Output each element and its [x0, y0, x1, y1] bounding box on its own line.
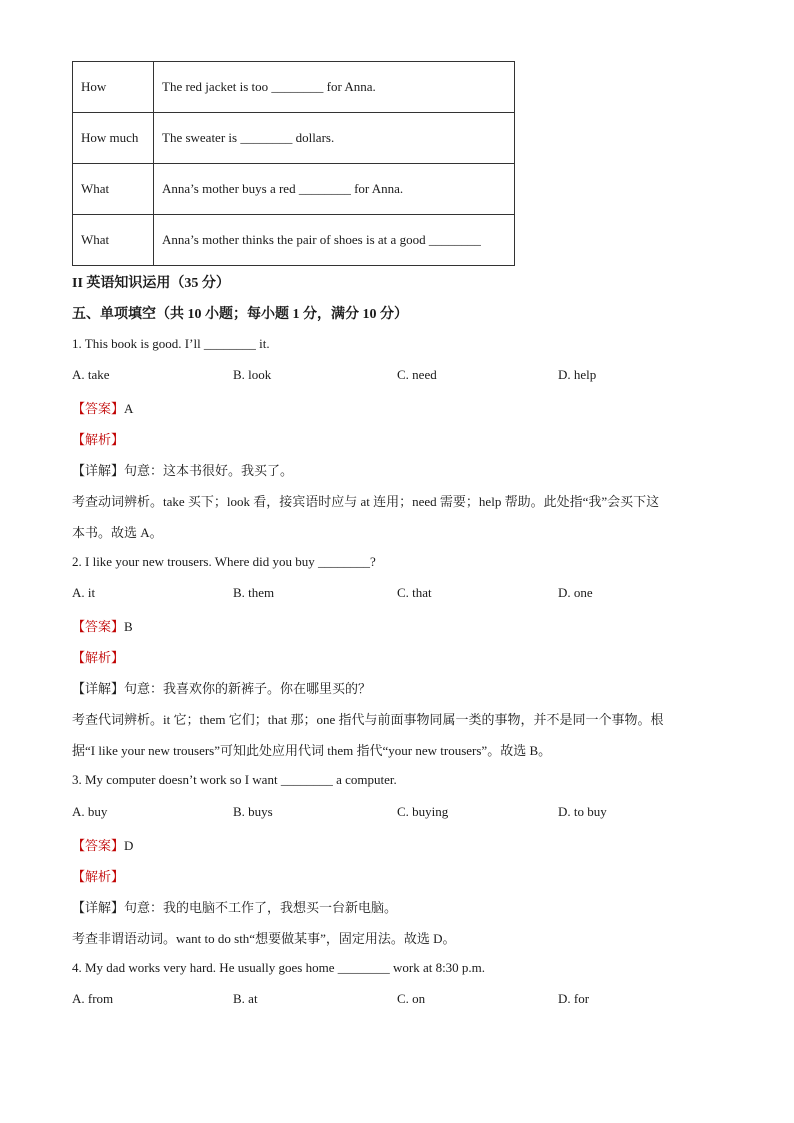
question-4-stem: 4. My dad works very hard. He usually goes home ________ work at 8:30 p.m.: [72, 960, 486, 975]
answer-value: B: [124, 619, 133, 634]
question-3-option-b: B. buys: [233, 804, 273, 819]
question-1-option-c: C. need: [397, 367, 437, 382]
detail-text: 句意：我喜欢你的新裤子。你在哪里买的？: [124, 681, 372, 696]
answer-line: [72, 616, 133, 635]
detail-line: [72, 678, 371, 697]
question-word-table: [72, 61, 515, 266]
section-title: 五、单项填空（共 10 小题；每小题 1 分，满分 10 分）: [72, 307, 408, 322]
answer-line: [72, 835, 133, 854]
analysis-label: 【解析】: [72, 432, 125, 447]
detail-line: [72, 460, 293, 479]
question-2-option-c: C. that: [397, 585, 432, 600]
detail-text: 句意：这本书很好。我买了。: [124, 463, 294, 478]
question-2-stem: 2. I like your new trousers. Where did you buy ________?: [72, 554, 376, 569]
question-1-option-a: A. take: [72, 367, 110, 382]
answer-label: 【答案】: [72, 401, 125, 416]
detail-label: 【详解】: [72, 900, 125, 915]
table-cell-word: What: [73, 215, 154, 266]
question-2-option-a: A. it: [72, 585, 96, 600]
question-1-stem: 1. This book is good. I’ll ________ it.: [72, 336, 270, 351]
answer-value: A: [124, 401, 134, 416]
table-row: [73, 164, 515, 215]
analysis-label: 【解析】: [72, 650, 125, 665]
table-cell-sentence: The red jacket is too ________ for Anna.: [154, 62, 515, 113]
answer-value: D: [124, 838, 134, 853]
table-cell-sentence: Anna’s mother thinks the pair of shoes is at a good ________: [154, 215, 515, 266]
table-row: [73, 215, 515, 266]
question-3-stem: 3. My computer doesn’t work so I want ________ a computer.: [72, 772, 397, 787]
question-4-option-b: B. at: [233, 991, 258, 1006]
table-cell-word: What: [73, 164, 154, 215]
explanation-text: 考查动词辨析。take 买下；look 看，接宾语时应与 at 连用；need 需要；help 帮助。此处指“我”会买下这: [72, 494, 660, 509]
table-row: [73, 62, 515, 113]
table-cell-word: How much: [73, 113, 154, 164]
question-3-option-a: A. buy: [72, 804, 108, 819]
question-4-option-c: C. on: [397, 991, 426, 1006]
explanation-text: 考查非谓语动词。want to do sth“想要做某事”，固定用法。故选 D。: [72, 931, 456, 946]
question-1-option-b: B. look: [233, 367, 272, 382]
detail-text: 句意：我的电脑不工作了，我想买一台新电脑。: [124, 900, 398, 915]
detail-label: 【详解】: [72, 681, 125, 696]
question-2-option-b: B. them: [233, 585, 275, 600]
question-3-option-d: D. to buy: [558, 804, 607, 819]
table-row: [73, 113, 515, 164]
part-title: II 英语知识运用（35 分）: [72, 276, 230, 291]
explanation-text: 本书。故选 A。: [72, 525, 163, 540]
table-cell-sentence: Anna’s mother buys a red ________ for Anna.: [154, 164, 515, 215]
table-cell-word: How: [73, 62, 154, 113]
question-1-option-d: D. help: [558, 367, 597, 382]
answer-label: 【答案】: [72, 619, 125, 634]
table-cell-sentence: The sweater is ________ dollars.: [154, 113, 515, 164]
question-2-option-d: D. one: [558, 585, 593, 600]
detail-label: 【详解】: [72, 463, 125, 478]
detail-line: [72, 897, 397, 916]
question-3-option-c: C. buying: [397, 804, 449, 819]
question-4-option-d: D. for: [558, 991, 590, 1006]
question-4-option-a: A. from: [72, 991, 114, 1006]
analysis-label: 【解析】: [72, 869, 125, 884]
answer-line: [72, 398, 133, 417]
explanation-text: 考查代词辨析。it 它；them 它们；that 那；one 指代与前面事物同属一类的事物，并不是同一个事物。根: [72, 712, 664, 727]
explanation-text: 据“I like your new trousers”可知此处应用代词 them 指代“your new trousers”。故选 B。: [72, 743, 552, 758]
answer-label: 【答案】: [72, 838, 125, 853]
